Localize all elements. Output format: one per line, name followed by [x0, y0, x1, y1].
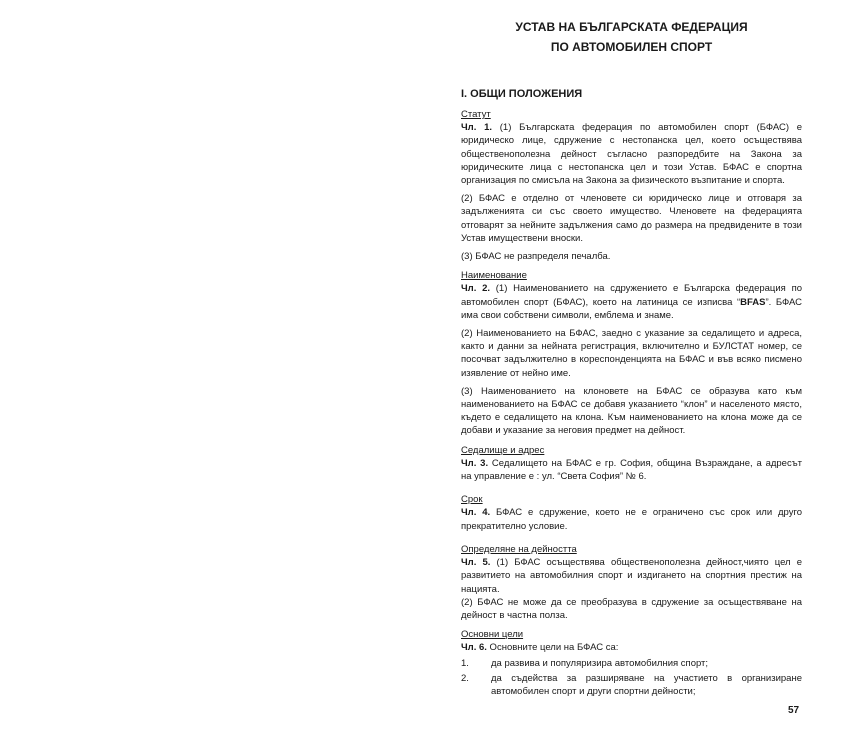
article-3-para-1 — [461, 457, 802, 483]
article-3-para-1-text: Седалището на БФАС е гр. София, община Възраждане, а адресът на управление е : ул. “Света София” № 6. — [461, 457, 803, 483]
article-1-label: Чл. 1. — [461, 122, 493, 134]
chapter-heading: I. ОБЩИ ПОЛОЖЕНИЯ — [461, 88, 583, 100]
goal-list-text: да развива и популяризира автомобилния спорт; — [491, 657, 709, 669]
article-2-para-3: (3) Наименованието на клоновете на БФАС се образува като към наименованието на БФАС се добавя указанието “клон” и населеното място, където е седалището на клона. Към наименованието на клона може да се добави и указание за неговия предмет на дейност. — [461, 385, 802, 437]
article-6-label: Чл. 6. — [461, 642, 487, 654]
section-heading-term: Срок — [461, 494, 483, 506]
goal-list-number: 2. — [461, 672, 469, 684]
article-5-para-1-text: (1) БФАС осъществява общественополезна дейност,чиято цел е развитието на автомобилния спорт и издигането на спортния престиж на нацията. — [461, 557, 802, 595]
document-title — [461, 17, 802, 57]
document-body — [461, 108, 802, 698]
article-2-para-1 — [461, 282, 802, 322]
article-1-para-3: (3) БФАС не разпределя печалба. — [461, 251, 611, 263]
title-line-1: УСТАВ НА БЪЛГАРСКАТА ФЕДЕРАЦИЯ — [515, 20, 748, 34]
section-heading-goals: Основни цели — [461, 629, 524, 641]
goal-list-number: 1. — [461, 657, 469, 669]
article-2-latin-name: BFAS — [740, 296, 766, 308]
goal-list-item — [461, 657, 802, 670]
article-5-para-1 — [461, 556, 802, 596]
section-heading-name: Наименование — [461, 270, 527, 282]
article-6-para-1-text: Основните цели на БФАС са: — [486, 642, 619, 654]
article-4-label: Чл. 4. — [461, 507, 491, 519]
title-line-2: ПО АВТОМОБИЛЕН СПОРТ — [550, 40, 713, 54]
article-5-para-2: (2) БФАС не може да се преобразува в сдружение за осъществяване на дейност в частна полза. — [461, 596, 802, 621]
goal-list-item — [461, 672, 802, 698]
section-heading-statut: Статут — [461, 109, 491, 120]
goal-list-text: да съдейства за разширяване на участието в организиране автомобилен спорт и други спортни дейности; — [491, 672, 802, 697]
section-heading-activity: Определяне на дейността — [461, 543, 577, 555]
article-5-label: Чл. 5. — [461, 557, 491, 569]
article-1-para-1 — [461, 121, 802, 187]
article-4-para-1 — [461, 506, 802, 532]
article-4-para-1-text: БФАС е сдружение, което не е ограничено със срок или друго прекратително условие. — [461, 507, 802, 532]
page-number: 57 — [788, 705, 800, 716]
article-2-para-1-pre: (1) Наименованието на сдружението е Българска федерация по автомобилен спорт (БФАС), което на латиница се изписва “ — [461, 283, 802, 308]
article-2-label: Чл. 2. — [461, 283, 491, 295]
article-1-para-2: (2) БФАС е отделно от членовете си юридическо лице и отговаря за задълженията си със своето имущество. Членовете на федерацията отговарят за нейните задължения само до размера на предвидените в този Устав имуществени вноски. — [461, 193, 802, 244]
article-2-para-1-post: ”. БФАС има свои собствени символи, емблема и знаме. — [461, 296, 802, 321]
article-2-para-2: (2) Наименованието на БФАС, заедно с указание за седалището и адреса, както и данни за нейната регистрация, включително и БУЛСТАТ номер, се посочват задължително в кореспонденцията на БФАС и във всяко писмено изявление от нейно име. — [461, 328, 802, 379]
article-6-para-1 — [461, 641, 802, 654]
section-heading-seat: Седалище и адрес — [461, 444, 545, 456]
article-1-para-1-text: (1) Българската федерация по автомобилен спорт (БФАС) е юридическо лице, сдружение с нестопанска цел, което осъществява общественополезна дейност съгласно разпоредбите на Закона за юридическите лица с нестопанска цел и този Устав. БФАС е спортна организация по смисъла на Закона за физическото възпитание и спорта. — [461, 122, 803, 187]
article-3-label: Чл. 3. — [461, 457, 489, 469]
